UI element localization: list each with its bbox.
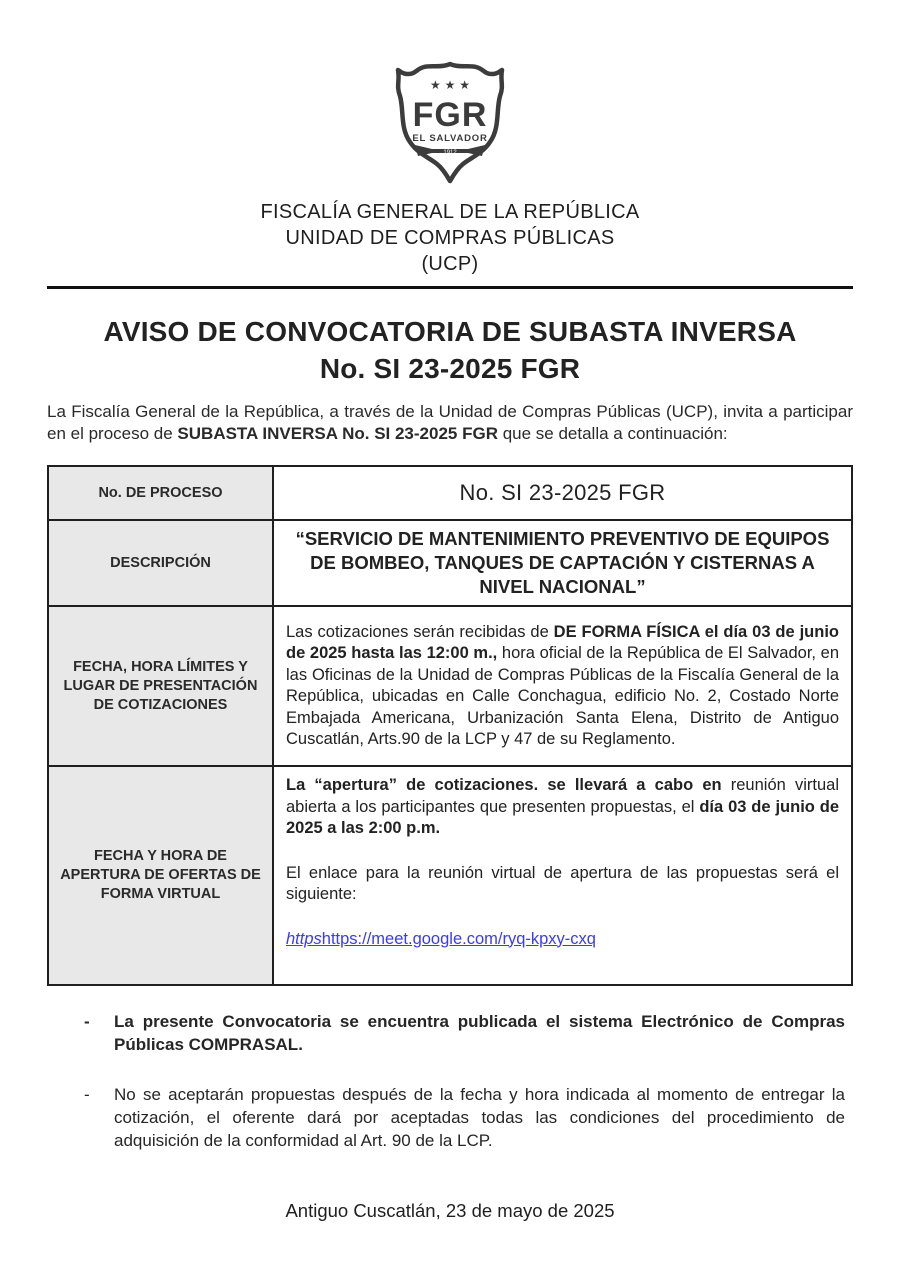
row-label-apertura: FECHA Y HORA DE APERTURA DE OFERTAS DE FORMA VIRTUAL bbox=[48, 766, 273, 985]
row-value-proceso: No. SI 23-2025 FGR bbox=[273, 466, 852, 520]
title-line-1: AVISO DE CONVOCATORIA DE SUBASTA INVERSA bbox=[103, 316, 797, 347]
org-unit-abbr: (UCP) bbox=[421, 253, 479, 275]
text-segment: que se detalla a continuación: bbox=[497, 423, 728, 443]
table-row bbox=[48, 520, 852, 606]
apertura-paragraph-1 bbox=[286, 775, 839, 840]
note-text: No se aceptarán propuestas después de la fecha y hora indicada al momento de entregar la cotización, el oferente dará por aceptadas todas las condiciones del procedimiento de adquisición de la conformidad al Art. 90 de la LCP. bbox=[114, 1085, 845, 1150]
fgr-shield-icon bbox=[389, 58, 511, 184]
note-comprasal bbox=[84, 1010, 853, 1056]
org-name: FISCALÍA GENERAL DE LA REPÚBLICA bbox=[260, 201, 640, 223]
logo-stars: ★ ★ ★ bbox=[430, 78, 470, 92]
process-table bbox=[47, 465, 853, 986]
text-segment: La Fiscalía General de la República, a través de la Unidad de Compras Públicas (UCP), invita a participar en el proceso de bbox=[47, 402, 853, 443]
row-label-fecha-limites: FECHA, HORA LÍMITES Y LUGAR DE PRESENTACIÓN DE COTIZACIONES bbox=[48, 606, 273, 766]
row-value-apertura bbox=[273, 766, 852, 985]
title-line-2: No. SI 23-2025 FGR bbox=[319, 353, 581, 384]
note-dash: - bbox=[84, 1085, 90, 1104]
text-segment: El enlace para la reunión virtual de apertura de las propuestas será el siguiente: bbox=[286, 863, 839, 903]
notes-list bbox=[47, 1010, 853, 1152]
fgr-logo bbox=[47, 58, 853, 189]
org-header bbox=[47, 199, 853, 277]
document-title bbox=[47, 313, 853, 387]
text-segment: La “apertura” de cotizaciones. se llevará a cabo en bbox=[286, 776, 731, 794]
footer-date: Antiguo Cuscatlán, 23 de mayo de 2025 bbox=[285, 1200, 615, 1221]
table-row bbox=[48, 606, 852, 766]
note-no-propuestas bbox=[84, 1083, 853, 1152]
text-segment: SUBASTA INVERSA No. SI 23-2025 FGR bbox=[177, 423, 498, 443]
meet-link[interactable]: https bbox=[286, 929, 322, 948]
header-divider bbox=[47, 286, 853, 289]
row-label-proceso: No. DE PROCESO bbox=[48, 466, 273, 520]
text-segment: DE FORMA FÍSICA el día 03 de junio de 2025 hasta las 12:00 m., bbox=[286, 622, 839, 662]
row-value-descripcion: “SERVICIO DE MANTENIMIENTO PREVENTIVO DE EQUIPOS DE BOMBEO, TANQUES DE CAPTACIÓN Y CISTERNAS A NIVEL NACIONAL” bbox=[273, 520, 852, 606]
text-segment: Las cotizaciones serán recibidas de bbox=[286, 622, 554, 641]
note-text: La presente Convocatoria se encuentra publicada el sistema Electrónico de Compras Públicas COMPRASAL. bbox=[114, 1012, 845, 1054]
intro-paragraph bbox=[47, 401, 853, 444]
logo-country: EL SALVADOR bbox=[412, 133, 488, 144]
text-segment: reunión virtual abierta a los participantes que presenten propuestas, el bbox=[286, 776, 839, 816]
row-value-fecha-limites bbox=[273, 606, 852, 766]
logo-acronym: FGR bbox=[412, 96, 488, 134]
org-unit: UNIDAD DE COMPRAS PÚBLICAS bbox=[285, 227, 615, 249]
logo-year: 1912 bbox=[443, 150, 457, 156]
table-row bbox=[48, 766, 852, 985]
text-segment: hora oficial de la República de El Salvador, en las Oficinas de la Unidad de Compras Públicas de la Fiscalía General de la República, ubicadas en Calle Conchagua, edificio No. 2, Costado Norte Embajada Americana, Urbanización Santa Elena, Distrito de Antiguo Cuscatlán, Arts.90 de la LCP y 47 de su Reglamento. bbox=[286, 644, 840, 748]
table-row bbox=[48, 466, 852, 520]
apertura-paragraph-2 bbox=[286, 863, 839, 906]
meet-link-line bbox=[286, 929, 839, 951]
note-dash: - bbox=[84, 1012, 90, 1031]
meet-link[interactable]: https://meet.google.com/ryq-kpxy-cxq bbox=[321, 929, 596, 948]
row-label-descripcion: DESCRIPCIÓN bbox=[48, 520, 273, 606]
text-segment: día 03 de junio de 2025 a las 2:00 p.m. bbox=[286, 797, 839, 837]
